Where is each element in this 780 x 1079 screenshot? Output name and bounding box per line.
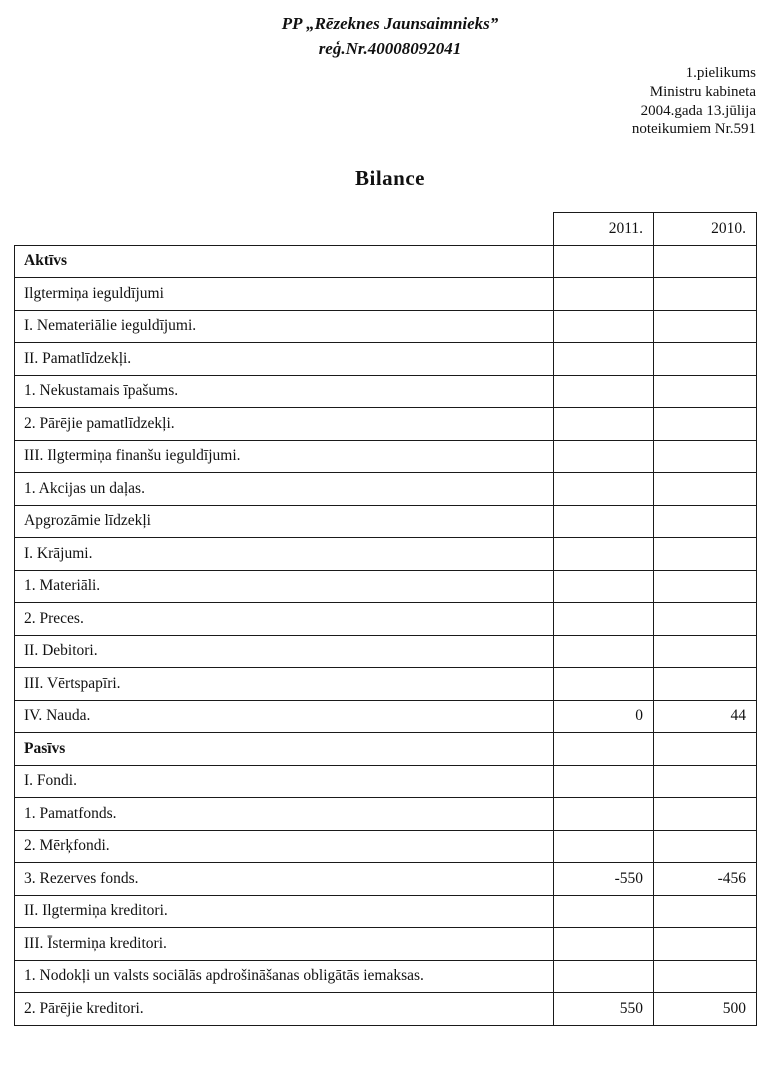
balance-table	[14, 212, 757, 1026]
row-label: II. Ilgtermiņa kreditori.	[15, 895, 554, 928]
value-2011	[554, 310, 654, 343]
value-2010	[654, 733, 757, 766]
value-2010	[654, 603, 757, 636]
value-2011	[554, 635, 654, 668]
value-2011	[554, 408, 654, 441]
value-2011	[554, 505, 654, 538]
value-2011: 550	[554, 993, 654, 1026]
row-label: 1. Pamatfonds.	[15, 798, 554, 831]
value-2010	[654, 928, 757, 961]
table-row	[15, 375, 757, 408]
table-row	[15, 538, 757, 571]
row-label: I. Nemateriālie ieguldījumi.	[15, 310, 554, 343]
value-2010	[654, 343, 757, 376]
value-2011	[554, 570, 654, 603]
value-2010	[654, 375, 757, 408]
annex-block	[632, 64, 756, 139]
value-2011	[554, 960, 654, 993]
table-row	[15, 700, 757, 733]
row-label: III. Ilgtermiņa finanšu ieguldījumi.	[15, 440, 554, 473]
value-2011	[554, 765, 654, 798]
value-2010	[654, 635, 757, 668]
value-2011	[554, 668, 654, 701]
balance-table-body	[15, 213, 757, 1026]
table-row	[15, 343, 757, 376]
table-row	[15, 310, 757, 343]
table-row	[15, 570, 757, 603]
value-2010	[654, 570, 757, 603]
annex-line: 2004.gada 13.jūlija	[640, 102, 756, 119]
column-header: 2010.	[654, 213, 757, 246]
annex-line: noteikumiem Nr.591	[631, 121, 756, 138]
value-2011	[554, 375, 654, 408]
value-2011	[554, 928, 654, 961]
value-2011	[554, 538, 654, 571]
company-name: PP „Rēzeknes Jaunsaimnieks”	[281, 14, 499, 33]
value-2010	[654, 473, 757, 506]
table-row	[15, 798, 757, 831]
company-header	[0, 12, 780, 61]
row-label: I. Fondi.	[15, 765, 554, 798]
annex-line: Ministru kabineta	[649, 83, 756, 100]
page-title: Bilance	[355, 166, 425, 190]
value-2011: 0	[554, 700, 654, 733]
value-2010	[654, 538, 757, 571]
row-label: IV. Nauda.	[15, 700, 554, 733]
table-row	[15, 960, 757, 993]
table-row	[15, 408, 757, 441]
value-2011	[554, 603, 654, 636]
table-row	[15, 993, 757, 1026]
value-2011	[554, 798, 654, 831]
row-label: Pasīvs	[15, 733, 554, 766]
table-row	[15, 635, 757, 668]
value-2010	[654, 505, 757, 538]
table-row	[15, 895, 757, 928]
value-2011	[554, 895, 654, 928]
value-2010	[654, 310, 757, 343]
table-row	[15, 603, 757, 636]
company-reg-number: reģ.Nr.40008092041	[318, 38, 462, 58]
table-row	[15, 440, 757, 473]
row-label: I. Krājumi.	[15, 538, 554, 571]
value-2010	[654, 765, 757, 798]
value-2010	[654, 668, 757, 701]
row-label: Apgrozāmie līdzekļi	[15, 505, 554, 538]
annex-line: 1.pielikums	[685, 65, 756, 81]
value-2010: 500	[654, 993, 757, 1026]
value-2011	[554, 733, 654, 766]
row-label: 3. Rezerves fonds.	[15, 863, 554, 896]
table-row	[15, 765, 757, 798]
row-label: 2. Pārējie kreditori.	[15, 993, 554, 1026]
table-row	[15, 505, 757, 538]
row-label: 1. Nekustamais īpašums.	[15, 375, 554, 408]
row-label: 1. Materiāli.	[15, 570, 554, 603]
value-2010: -456	[654, 863, 757, 896]
value-2010	[654, 960, 757, 993]
table-row	[15, 245, 757, 278]
value-2011	[554, 278, 654, 311]
table-row	[15, 928, 757, 961]
value-2010	[654, 245, 757, 278]
table-row	[15, 863, 757, 896]
table-row	[15, 733, 757, 766]
row-label: 1. Nodokļi un valsts sociālās apdrošināšanas obligātās iemaksas.	[15, 960, 554, 993]
value-2010	[654, 895, 757, 928]
table-row	[15, 278, 757, 311]
row-label: III. Vērtspapīri.	[15, 668, 554, 701]
row-label: 2. Preces.	[15, 603, 554, 636]
value-2011	[554, 830, 654, 863]
header-empty-cell	[15, 213, 554, 246]
row-label: III. Īstermiņa kreditori.	[15, 928, 554, 961]
table-header-row	[15, 213, 757, 246]
row-label: Ilgtermiņa ieguldījumi	[15, 278, 554, 311]
row-label: II. Pamatlīdzekļi.	[15, 343, 554, 376]
value-2010	[654, 830, 757, 863]
column-header: 2011.	[554, 213, 654, 246]
value-2011	[554, 245, 654, 278]
value-2010	[654, 408, 757, 441]
value-2010: 44	[654, 700, 757, 733]
row-label: 1. Akcijas un daļas.	[15, 473, 554, 506]
row-label: 2. Mērķfondi.	[15, 830, 554, 863]
value-2010	[654, 440, 757, 473]
value-2010	[654, 278, 757, 311]
row-label: 2. Pārējie pamatlīdzekļi.	[15, 408, 554, 441]
table-row	[15, 473, 757, 506]
table-row	[15, 830, 757, 863]
value-2011	[554, 440, 654, 473]
value-2010	[654, 798, 757, 831]
row-label: II. Debitori.	[15, 635, 554, 668]
value-2011: -550	[554, 863, 654, 896]
value-2011	[554, 343, 654, 376]
row-label: Aktīvs	[15, 245, 554, 278]
value-2011	[554, 473, 654, 506]
table-row	[15, 668, 757, 701]
